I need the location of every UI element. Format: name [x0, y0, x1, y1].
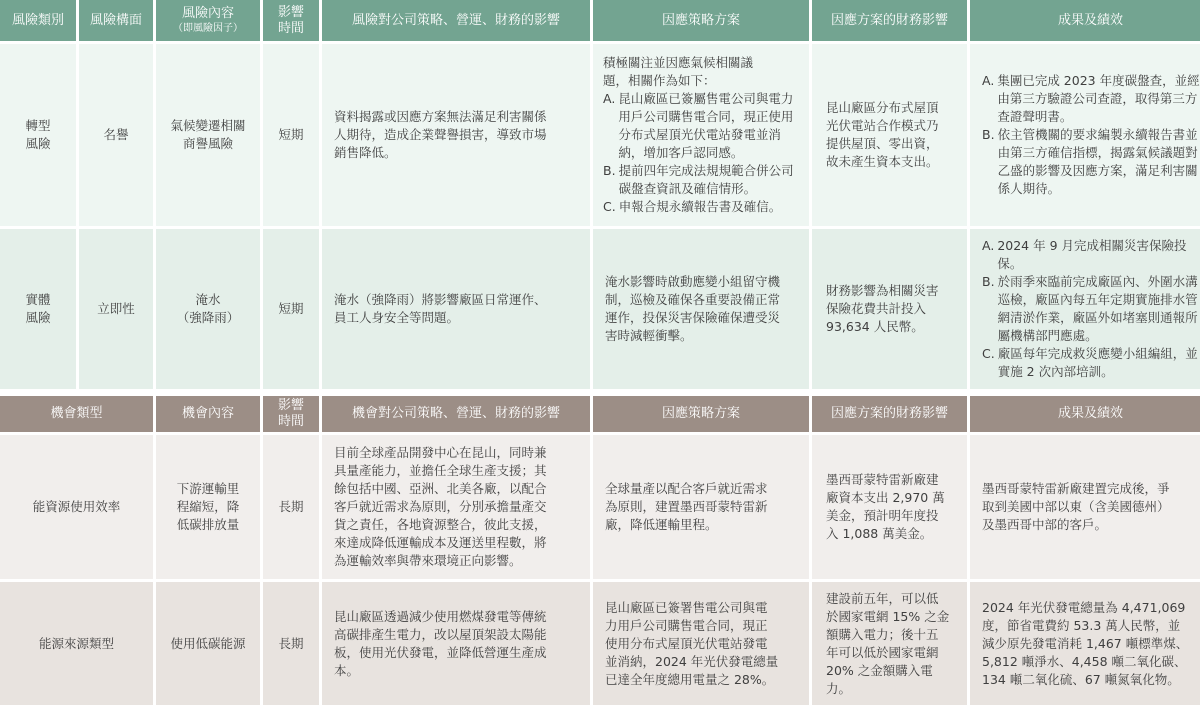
header-opp-results	[970, 396, 1200, 432]
list-text: 於雨季來臨前完成廠區內、外圍水溝巡檢，廠區內每五年定期實施排水管網清淤作業，廠區外如堵塞則通報所屬機構部門應處。	[997, 274, 1198, 343]
header-opp-type-label: 機會類型	[50, 406, 103, 421]
risk-results-cell	[970, 229, 1200, 389]
risk-strategy-intro: 積極關注並因應氣候相關議 題，相關作為如下：	[603, 55, 754, 88]
opp-period-cell: 長期	[263, 582, 319, 705]
list-marker: C.	[982, 346, 995, 361]
opp-impact-cell: 目前全球產品開發中心在昆山，同時兼 具量產能力，並擔任全球生產支援；其 餘包括中國、亞洲、北美各廠，以配合 客戶就近需求為原則，分別承擔量產交 貨之責任，各地資源整合，彼此支援， 來達成降低運輸成本及運送里程數，將 為運輸效率與帶來環境正向影響。	[322, 435, 590, 579]
risk-strategy-cell: 淹水影響時啟動應變小組留守機 制，巡檢及確保各重要設備正常 運作，投保災害保險確保遭受災 害時減輕衝擊。	[593, 229, 809, 389]
header-opp-impact	[322, 396, 590, 432]
header-opp-results-label: 成果及績效	[1057, 406, 1123, 421]
list-marker: C.	[603, 199, 616, 214]
risk-period-cell: 短期	[263, 229, 319, 389]
list-text: 申報合規永續報告書及確信。	[618, 199, 782, 214]
opp-strategy-cell: 昆山廠區已簽署售電公司與電 力用戶公司購售電合同，現正 使用分布式屋頂光伏電站發電 並消納，2024 年光伏發電總量 已達全年度總用電量之 28%。	[593, 582, 809, 705]
header-risk-content	[156, 0, 260, 41]
risk-content-cell: 氣候變遷相關 商譽風險	[156, 44, 260, 226]
opp-content-cell: 使用低碳能源	[156, 582, 260, 705]
risk-results-cell	[970, 44, 1200, 226]
header-opp-period	[263, 396, 319, 432]
opp-content-cell: 下游運輸里 程縮短，降 低碳排放量	[156, 435, 260, 579]
risk-finance-cell: 財務影響為相關災害 保險花費共計投入 93,634 人民幣。	[812, 229, 967, 389]
list-text: 集團已完成 2023 年度碳盤查，並經由第三方驗證公司查證，取得第三方查證聲明書。	[997, 73, 1200, 124]
list-item	[982, 72, 1200, 126]
list-marker: A.	[982, 73, 995, 88]
header-risk-content-label: 風險內容	[181, 6, 234, 21]
header-risk-impact-label: 風險對公司策略、營運、財務的影響	[351, 12, 560, 28]
risk-strategy-list	[603, 90, 801, 216]
opp-finance-cell: 建設前五年，可以低 於國家電網 15% 之金 額購入電力；後十五 年可以低於國家電網 20% 之金額購入電 力。	[812, 582, 967, 705]
header-risk-strategy-label: 因應策略方案	[661, 12, 740, 28]
list-item	[982, 126, 1200, 198]
list-item	[982, 273, 1200, 345]
header-risk-results	[970, 0, 1200, 41]
list-marker: B.	[603, 163, 616, 178]
header-opp-strategy	[593, 396, 809, 432]
header-opp-type	[0, 396, 153, 432]
header-risk-category	[0, 0, 76, 41]
list-item	[603, 90, 801, 162]
risk-category-cell: 轉型 風險	[0, 44, 76, 226]
risk-results-list	[982, 237, 1200, 381]
header-opp-finance	[812, 396, 967, 432]
header-risk-period-label: 影響 時間	[277, 4, 304, 36]
header-opp-strategy-label: 因應策略方案	[661, 406, 740, 421]
risk-category-cell: 實體 風險	[0, 229, 76, 389]
list-item	[603, 198, 801, 216]
list-text: 依主管機關的要求編製永續報告書並由第三方確信指標，揭露氣候議題對乙盛的影響及因應方案，滿足利害關係人期待。	[997, 127, 1198, 196]
header-risk-impact	[322, 0, 590, 41]
opp-results-cell: 2024 年光伏發電總量為 4,471,069 度，節省電費約 53.3 萬人民幣，並 減少原先發電消耗 1,467 噸標準煤、 5,812 噸淨水、4,458 噸二氧化碳、 134 噸二氧化硫、67 噸氮氧化物。	[970, 582, 1200, 705]
header-risk-results-label: 成果及績效	[1057, 12, 1123, 28]
header-opp-period-label: 影響 時間	[277, 398, 304, 429]
list-item	[982, 345, 1200, 381]
list-item	[982, 237, 1200, 273]
opp-results-cell: 墨西哥蒙特雷新廠建置完成後，爭 取到美國中部以東（含美國德州） 及墨西哥中部的客戶。	[970, 435, 1200, 579]
opp-strategy-cell: 全球量產以配合客戶就近需求 為原則，建置墨西哥蒙特雷新 廠，降低運輸里程。	[593, 435, 809, 579]
list-marker: B.	[982, 274, 995, 289]
risk-aspect-cell: 名譽	[79, 44, 153, 226]
header-risk-finance-label: 因應方案的財務影響	[830, 12, 948, 28]
list-text: 2024 年 9 月完成相關災害保險投保。	[997, 238, 1187, 271]
risk-aspect-cell: 立即性	[79, 229, 153, 389]
list-text: 提前四年完成法規規範合併公司碳盤查資訊及確信情形。	[618, 163, 794, 196]
list-marker: A.	[603, 91, 616, 106]
list-item	[603, 162, 801, 198]
risk-period-cell: 短期	[263, 44, 319, 226]
header-risk-period	[263, 0, 319, 41]
opp-type-cell: 能源來源類型	[0, 582, 153, 705]
risk-content-cell: 淹水 （強降雨）	[156, 229, 260, 389]
header-opp-impact-label: 機會對公司策略、營運、財務的影響	[351, 406, 560, 421]
risk-strategy-cell	[593, 44, 809, 226]
header-risk-aspect-label: 風險構面	[89, 12, 142, 28]
list-text: 昆山廠區已簽屬售電公司與電力用戶公司購售電合同，現正使用分布式屋頂光伏電站發電並消納，增加客戶認同感。	[618, 91, 794, 160]
opp-period-cell: 長期	[263, 435, 319, 579]
header-risk-content-sublabel: （即風險因子）	[173, 23, 243, 34]
list-text: 廠區每年完成救災應變小組編組，並實施 2 次內部培訓。	[997, 346, 1198, 379]
opp-finance-cell: 墨西哥蒙特雷新廠建 廠資本支出 2,970 萬 美金，預計明年度投 入 1,088 萬美金。	[812, 435, 967, 579]
risk-impact-cell: 淹水（強降雨）將影響廠區日常運作、 員工人身安全等問題。	[322, 229, 590, 389]
header-opp-finance-label: 因應方案的財務影響	[830, 406, 948, 421]
header-opp-content	[156, 396, 260, 432]
header-opp-content-label: 機會內容	[181, 406, 234, 421]
list-marker: B.	[982, 127, 995, 142]
risk-impact-cell: 資料揭露或因應方案無法滿足利害關係 人期待，造成企業聲譽損害，導致市場 銷售降低。	[322, 44, 590, 226]
header-risk-aspect	[79, 0, 153, 41]
risk-results-list	[982, 72, 1200, 198]
risk-finance-cell: 昆山廠區分布式屋頂 光伏電站合作模式乃 提供屋頂、零出資， 故未產生資本支出。	[812, 44, 967, 226]
opp-type-cell: 能資源使用效率	[0, 435, 153, 579]
opp-impact-cell: 昆山廠區透過減少使用燃煤發電等傳統 高碳排產生電力，改以屋頂架設太陽能 板，使用光伏發電，並降低營運生產成 本。	[322, 582, 590, 705]
header-risk-finance	[812, 0, 967, 41]
list-marker: A.	[982, 238, 995, 253]
header-risk-category-label: 風險類別	[11, 12, 64, 28]
header-risk-strategy	[593, 0, 809, 41]
